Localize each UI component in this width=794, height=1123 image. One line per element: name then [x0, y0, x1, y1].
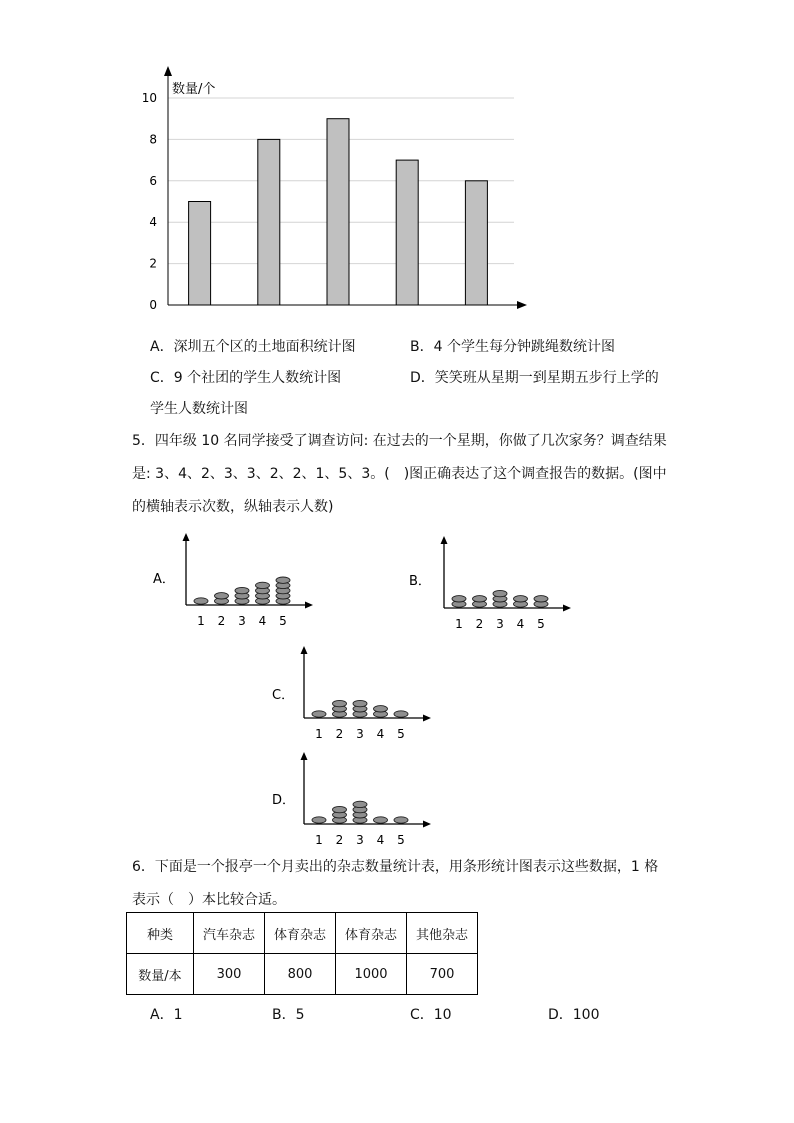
- y-tick-label: 10: [141, 91, 157, 105]
- dot-chart-c[interactable]: [272, 646, 431, 741]
- table-cell: 数量/本: [127, 954, 194, 995]
- x-axis-arrow: [305, 602, 313, 609]
- dot: [374, 706, 388, 712]
- dot-chart-d[interactable]: [272, 752, 431, 845]
- q4-option-b[interactable]: B．4 个学生每分钟跳绳数统计图: [410, 339, 615, 355]
- x-tick-label: 5: [397, 727, 405, 741]
- y-axis-arrow: [183, 533, 190, 541]
- x-tick-label: 2: [475, 617, 484, 631]
- y-tick-label: 0: [149, 298, 157, 312]
- q4-option-d-cont: 学生人数统计图: [150, 401, 248, 417]
- y-axis-arrow: [164, 66, 172, 76]
- table-cell: 700: [407, 954, 478, 995]
- dot-chart-a[interactable]: [153, 533, 313, 628]
- dot-chart-label: A．: [153, 572, 175, 587]
- x-tick-label: 3: [356, 833, 364, 845]
- dot-chart-label: B．: [409, 574, 431, 589]
- bar: [189, 202, 211, 306]
- q6-line1: 6．下面是一个报亭一个月卖出的杂志数量统计表，用条形统计图表示这些数据，1 格: [132, 859, 659, 875]
- bar: [396, 160, 418, 305]
- dot: [394, 711, 408, 717]
- dot: [353, 700, 367, 706]
- x-axis-arrow: [423, 715, 431, 722]
- dot: [312, 817, 326, 823]
- dot-chart-label: C．: [272, 688, 295, 703]
- dot-chart-label: D．: [272, 793, 296, 808]
- bar: [327, 119, 349, 305]
- q6-option-a[interactable]: A．1: [150, 1007, 183, 1023]
- q5-line3: 的横轴表示次数，纵轴表示人数): [132, 499, 334, 515]
- y-axis-arrow: [301, 646, 308, 654]
- dot: [333, 700, 347, 706]
- dot: [256, 582, 270, 588]
- bar-chart: [0, 0, 794, 330]
- table-row: [127, 954, 478, 995]
- table-header-cell: 种类: [127, 913, 194, 954]
- x-tick-label: 5: [279, 614, 287, 628]
- x-tick-label: 1: [197, 614, 205, 628]
- dot: [374, 817, 388, 823]
- table-header-cell: 其他杂志: [407, 913, 478, 954]
- y-axis-arrow: [441, 536, 448, 544]
- table-cell: 1000: [336, 954, 407, 995]
- q5-question: [132, 425, 672, 524]
- dot: [514, 596, 528, 602]
- y-axis-arrow: [301, 752, 308, 760]
- dot-chart-b[interactable]: [409, 536, 571, 631]
- x-tick-label: 5: [537, 617, 545, 631]
- y-tick-label: 4: [149, 215, 157, 230]
- x-tick-label: 4: [376, 727, 385, 741]
- q5-line1: 5．四年级 10 名同学接受了调查访问: 在过去的一个星期，你做了几次家务？调查结果: [132, 433, 667, 449]
- x-axis-arrow: [563, 605, 571, 612]
- dot: [534, 596, 548, 602]
- x-tick-label: 2: [335, 833, 344, 845]
- x-tick-label: 2: [335, 727, 344, 741]
- q6-option-b[interactable]: B．5: [272, 1007, 305, 1023]
- bar: [258, 139, 280, 305]
- table-header-cell: 体育杂志: [265, 913, 336, 954]
- dot: [333, 806, 347, 812]
- x-tick-label: 1: [455, 617, 463, 631]
- y-tick-label: 6: [149, 173, 157, 188]
- dot: [394, 817, 408, 823]
- x-tick-label: 4: [258, 614, 267, 628]
- q5-line2: 是: 3、4、2、3、3、2、2、1、5、3。( )图正确表达了这个调查报告的数据。(图中: [132, 466, 667, 482]
- q4-option-a[interactable]: A．深圳五个区的土地面积统计图: [150, 339, 356, 355]
- q5-dot-charts: [0, 525, 794, 845]
- dot: [452, 596, 466, 602]
- dot: [493, 590, 507, 596]
- q4-option-c[interactable]: C．9 个社团的学生人数统计图: [150, 370, 342, 386]
- x-tick-label: 3: [356, 727, 364, 741]
- chart-bars: [189, 119, 488, 305]
- x-tick-label: 5: [397, 833, 405, 845]
- x-tick-label: 1: [315, 833, 323, 845]
- dot: [235, 587, 249, 593]
- x-axis-arrow: [517, 301, 527, 309]
- q6-question: [132, 851, 672, 917]
- dot: [215, 593, 229, 599]
- y-axis-label: 数量/个: [172, 82, 216, 97]
- x-tick-label: 2: [217, 614, 226, 628]
- dot: [194, 598, 208, 604]
- dot: [276, 577, 290, 583]
- magazine-table: [126, 912, 478, 995]
- bar: [465, 181, 487, 305]
- dot: [473, 596, 487, 602]
- dot: [353, 801, 367, 807]
- x-tick-label: 4: [376, 833, 385, 845]
- x-axis-arrow: [423, 821, 431, 828]
- table-cell: 800: [265, 954, 336, 995]
- table-header-cell: 体育杂志: [336, 913, 407, 954]
- x-tick-label: 1: [315, 727, 323, 741]
- q4-option-d[interactable]: D．笑笑班从星期一到星期五步行上学的: [410, 370, 659, 386]
- chart-y-ticks: [142, 91, 157, 312]
- table-header-cell: 汽车杂志: [194, 913, 265, 954]
- y-tick-label: 8: [149, 132, 157, 147]
- q6-option-d[interactable]: D．100: [548, 1007, 600, 1023]
- y-tick-label: 2: [149, 256, 157, 271]
- x-tick-label: 4: [516, 617, 525, 631]
- x-tick-label: 3: [238, 614, 246, 628]
- dot: [312, 711, 326, 717]
- table-cell: 300: [194, 954, 265, 995]
- table-row: [127, 913, 478, 954]
- x-tick-label: 3: [496, 617, 504, 631]
- q6-line2: 表示（ ）本比较合适。: [132, 892, 286, 908]
- q6-option-c[interactable]: C．10: [410, 1007, 452, 1023]
